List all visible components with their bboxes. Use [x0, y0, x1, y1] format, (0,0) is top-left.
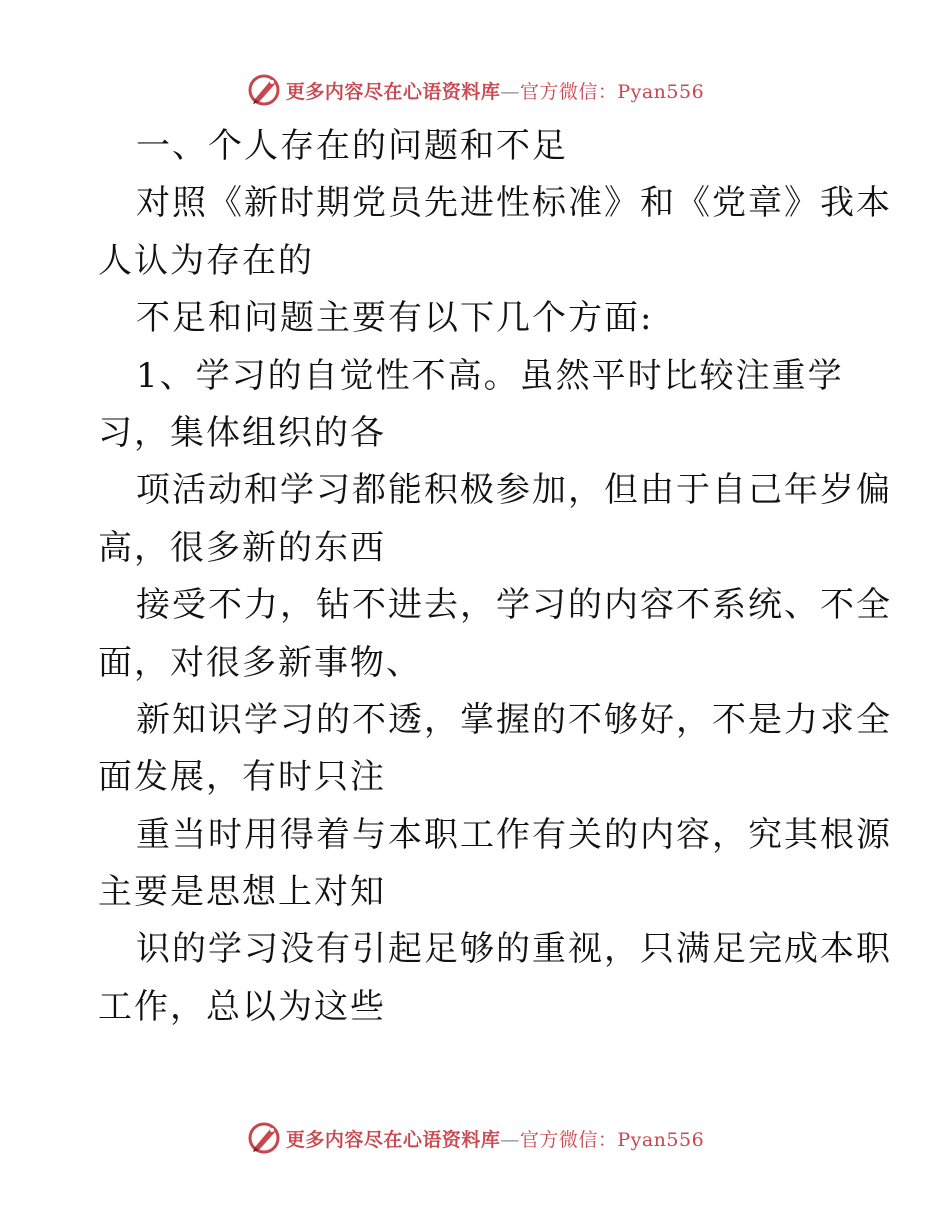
paragraph-line: 新知识学习的不透，掌握的不够好，不是力求全: [136, 699, 892, 740]
paragraph-line: 主要是思想上对知: [98, 872, 386, 913]
section-heading: 一、个人存在的问题和不足: [136, 126, 568, 166]
footer-brand-text: 更多内容尽在心语资料库: [285, 1128, 501, 1151]
header-brand-text: 更多内容尽在心语资料库: [285, 80, 501, 103]
paragraph-line: 重当时用得着与本职工作有关的内容，究其根源: [136, 814, 892, 855]
footer-separator: —: [500, 1128, 520, 1151]
header-banner: [0, 68, 950, 112]
paragraph-line: 项活动和学习都能积极参加，但由于自己年岁偏: [136, 470, 892, 511]
paragraph-line: 面发展，有时只注: [98, 757, 386, 798]
paragraph-line: 1、学习的自觉性不高。虽然平时比较注重学: [136, 355, 844, 396]
header-separator: —: [500, 80, 520, 103]
paragraph-line: 对照《新时期党员先进性标准》和《党章》我本: [136, 183, 892, 224]
paragraph-line: 人认为存在的: [98, 240, 314, 281]
pen-logo-icon: [246, 72, 282, 108]
footer-banner: [0, 1116, 950, 1160]
paragraph-line: 工作，总以为这些: [98, 986, 386, 1027]
header-banner-text: [286, 77, 704, 104]
paragraph-line: 面，对很多新事物、: [98, 642, 422, 683]
header-banner-content: [246, 72, 704, 108]
footer-wechat-text: 官方微信：Pyan556: [519, 1128, 705, 1151]
footer-banner-content: [246, 1120, 704, 1156]
document-body: [98, 118, 892, 1036]
paragraph-line: 接受不力，钻不进去，学习的内容不系统、不全: [136, 585, 892, 626]
paragraph-line: 习，集体组织的各: [98, 412, 386, 453]
paragraph-line: 高，很多新的东西: [98, 527, 386, 568]
paragraph-line: 不足和问题主要有以下几个方面:: [136, 298, 654, 339]
header-wechat-text: 官方微信：Pyan556: [519, 80, 705, 103]
paragraph-line: 识的学习没有引起足够的重视，只满足完成本职: [136, 929, 892, 970]
footer-banner-text: [286, 1125, 704, 1152]
pen-logo-icon: [246, 1120, 282, 1156]
